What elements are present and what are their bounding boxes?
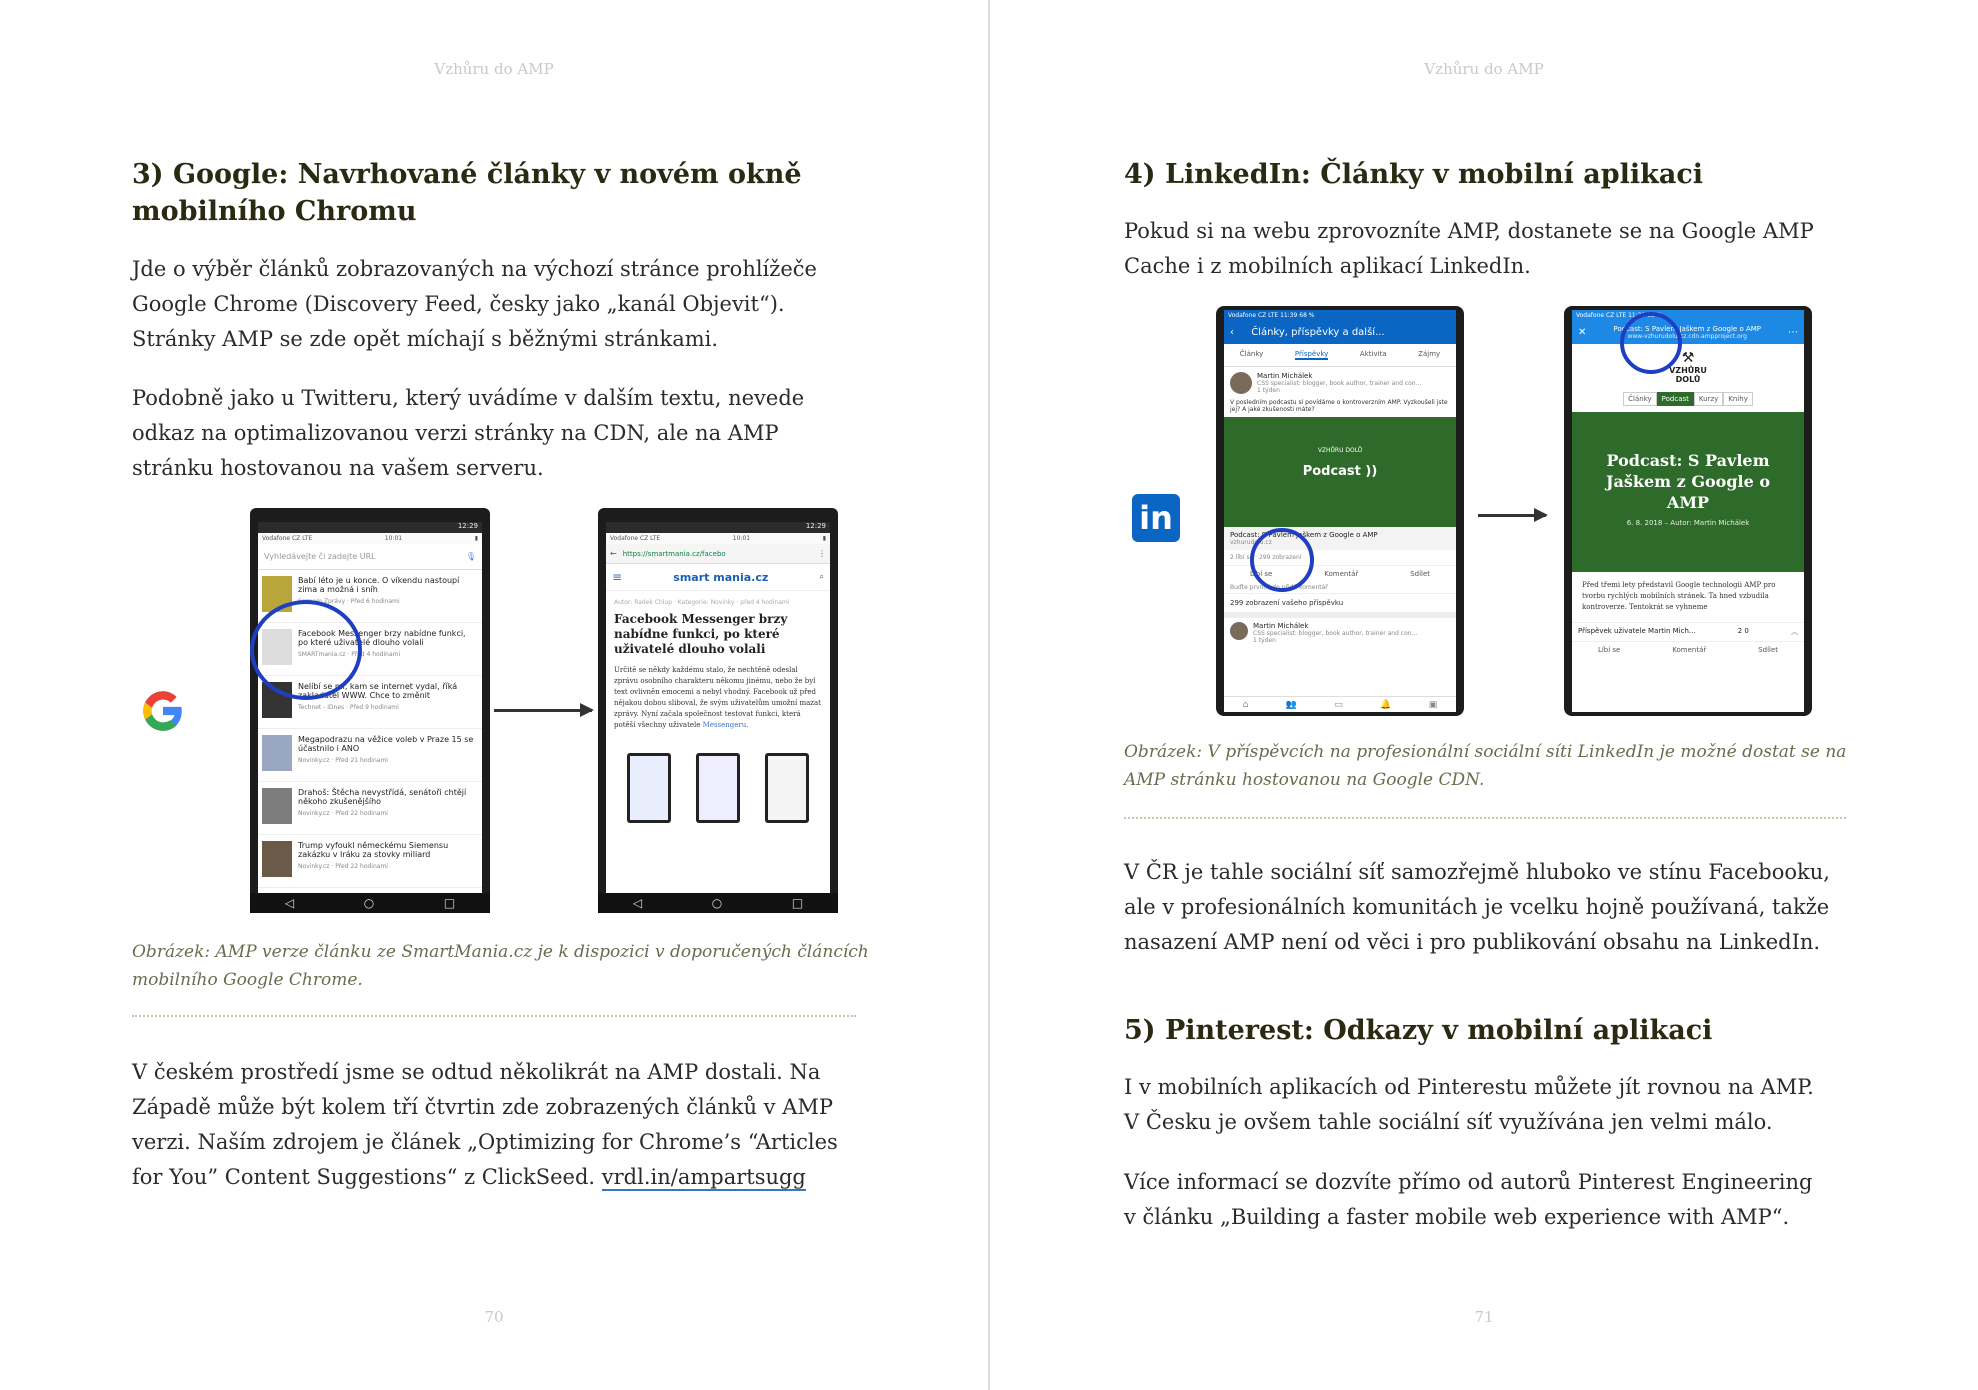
post-header bbox=[1224, 367, 1456, 399]
caption-line: Obrázek: V příspěvcích na profesionální sociální síti LinkedIn je možné dostat se na bbox=[1124, 742, 1847, 762]
article-thumbnail bbox=[262, 841, 292, 877]
text-line: Jde o výběr článků zobrazovaných na výchozí stránce prohlížeče bbox=[132, 257, 817, 281]
paragraph bbox=[132, 1055, 932, 1195]
viewer-title: Podcast: S Pavlem Jaškem z Google o AMP bbox=[1613, 325, 1762, 333]
back-arrow-icon[interactable]: ← bbox=[610, 549, 617, 558]
article-byline: Autor: Radek Chlup · Kategorie: Novinky · před 4 hodinami bbox=[614, 599, 790, 606]
text-line: Podobně jako u Twitteru, který uvádíme v dalším textu, nevede bbox=[132, 386, 805, 410]
menu-item-articles[interactable]: Články bbox=[1623, 392, 1657, 406]
caption-line: Obrázek: AMP verze článku ze SmartMania.cz je k dispozici v doporučených článcích bbox=[132, 942, 869, 962]
comment-button[interactable]: Komentář bbox=[1324, 570, 1359, 578]
back-icon[interactable]: ◁ bbox=[632, 896, 643, 910]
status-line bbox=[606, 533, 830, 544]
battery-icon: ▮ bbox=[474, 535, 478, 542]
recents-icon[interactable]: □ bbox=[443, 896, 456, 910]
search-input[interactable]: Vyhledávejte či zadejte URL bbox=[264, 552, 376, 561]
tab-activity[interactable]: Aktivita bbox=[1359, 350, 1387, 358]
viewer-url: www-vzhurudolu-cz.cdn.ampproject.org bbox=[1627, 333, 1747, 340]
back-icon[interactable]: ◁ bbox=[284, 896, 295, 910]
article-title: Trump vyfoukl německému Siemensu zakázku v Iráku za stovky miliard bbox=[298, 841, 449, 859]
menu-dots-icon[interactable]: ⋮ bbox=[818, 549, 826, 558]
brand-label: VZHŮRU DOLŮ bbox=[1317, 447, 1363, 454]
text-line: nasazení AMP není od věci i pro publikování obsahu na LinkedIn. bbox=[1124, 930, 1821, 954]
phone-screen bbox=[258, 522, 482, 893]
hammer-pick-icon: ⚒ bbox=[1681, 350, 1695, 366]
menu-item-books[interactable]: Knihy bbox=[1723, 392, 1753, 406]
list-item[interactable] bbox=[258, 782, 482, 835]
address-bar[interactable] bbox=[606, 544, 830, 564]
post-header bbox=[1224, 618, 1456, 648]
podcast-label: Podcast )) bbox=[1302, 464, 1378, 479]
author-subtitle: CSS specialist: blogger, book author, trainer and con... bbox=[1253, 630, 1418, 637]
paragraph bbox=[1124, 214, 1914, 284]
home-icon[interactable]: ○ bbox=[363, 896, 375, 910]
phone-screenshot-amp-article bbox=[598, 508, 838, 913]
link-domain: vzhurudolu.cz bbox=[1230, 539, 1272, 546]
tab-bar bbox=[1224, 344, 1456, 367]
status-bar: 12:29 bbox=[606, 522, 830, 533]
text-line: v článku „Building a faster mobile web experience with AMP“. bbox=[1124, 1205, 1790, 1229]
site-logo[interactable]: smart mania.cz bbox=[673, 570, 769, 584]
battery-icon: ▮ bbox=[822, 535, 826, 542]
running-head: Vzhůru do AMP bbox=[1424, 60, 1544, 78]
avatar[interactable] bbox=[1230, 622, 1248, 640]
highlight-circle bbox=[1620, 312, 1682, 374]
reaction-counts: 2 0 bbox=[1737, 627, 1749, 635]
google-logo-icon bbox=[138, 686, 188, 736]
home-icon[interactable]: ⌂ bbox=[1242, 699, 1249, 710]
linkedin-post-bar bbox=[1572, 622, 1804, 641]
post-time: 1 týden bbox=[1257, 387, 1280, 394]
post-author-label[interactable]: Příspěvek uživatele Martin Mich... bbox=[1578, 627, 1696, 635]
author-subtitle: CSS specialist: blogger, book author, trainer and con... bbox=[1257, 380, 1422, 387]
preview-phone bbox=[765, 753, 809, 823]
status-bar: Vodafone CZ LTE 11:39 68 % bbox=[1224, 310, 1456, 321]
phone-screen bbox=[1572, 310, 1804, 712]
microphone-icon[interactable]: 🎙 bbox=[465, 552, 476, 561]
text-line: V českém prostředí jsme se odtud několikrát na AMP dostali. Na bbox=[132, 1060, 821, 1084]
article-title: Megapodrazu na věžice voleb v Praze 15 se účastnilo i ANO bbox=[298, 735, 474, 753]
article-meta: Novinky.cz · Před 22 hodinami bbox=[298, 863, 388, 870]
clock-label: 10:01 bbox=[732, 535, 751, 542]
paragraph bbox=[1124, 855, 1924, 960]
article-meta: Novinky.cz · Před 21 hodinami bbox=[298, 757, 388, 764]
paragraph bbox=[132, 381, 912, 486]
carrier-label: Vodafone CZ LTE bbox=[262, 535, 313, 542]
link-title[interactable]: Podcast: S Pavlem Jaškem z Google o AMP bbox=[1230, 531, 1378, 539]
article-title: Facebook Messenger brzy nabídne funkci, po které uživatelé dlouho volali bbox=[298, 629, 466, 647]
clock-label: 10:01 bbox=[384, 535, 403, 542]
highlight-circle bbox=[250, 600, 362, 700]
nav-header bbox=[1224, 321, 1456, 344]
jobs-icon[interactable]: ▣ bbox=[1428, 699, 1438, 710]
section-heading-pinterest: 5) Pinterest: Odkazy v mobilní aplikaci bbox=[1124, 1015, 1713, 1046]
text-line: Západě může být kolem tří čtvrtin zde zobrazených článků v AMP bbox=[132, 1095, 834, 1119]
page-number: 71 bbox=[1474, 1308, 1494, 1326]
post-stats: 2 líbí se · 299 zobrazení bbox=[1230, 554, 1302, 561]
author-name[interactable]: Martin Michálek bbox=[1257, 372, 1313, 380]
arrow-icon bbox=[1478, 514, 1546, 517]
comment-prompt: Buďte první, kdo přidá komentář bbox=[1230, 584, 1328, 591]
status-line bbox=[258, 533, 482, 544]
search-icon[interactable]: ⌕ bbox=[819, 572, 824, 581]
site-menu bbox=[1572, 386, 1804, 412]
article-meta: Seznam Zprávy · Před 6 hodinami bbox=[298, 598, 400, 605]
text-line: ale v profesionálních komunitách je vcelku hojně používaná, takže bbox=[1124, 895, 1830, 919]
linkedin-logo-icon: in bbox=[1132, 494, 1180, 542]
brand-label[interactable]: VZHŮRU DOLŮ bbox=[1669, 366, 1707, 384]
hamburger-icon[interactable]: ≡ bbox=[612, 570, 623, 584]
article-title: Drahoš: Štěcha nevystřídá, senátoři chtějí někoho zkušenějšího bbox=[298, 788, 467, 806]
site-branding bbox=[1572, 344, 1804, 386]
phone-screen bbox=[606, 522, 830, 893]
section-heading-google bbox=[132, 156, 892, 230]
list-item[interactable] bbox=[258, 835, 482, 888]
screen-title: Články, příspěvky a další... bbox=[1251, 327, 1385, 338]
article-text bbox=[606, 661, 830, 735]
close-icon[interactable]: ✕ bbox=[1578, 327, 1587, 338]
menu-dots-icon[interactable]: ⋯ bbox=[1788, 327, 1798, 338]
article-title: Babí léto je u konce. O víkendu nastoupí zima a možná i sníh bbox=[298, 576, 460, 594]
share-button[interactable]: Sdílet bbox=[1410, 570, 1431, 578]
caption-line: mobilního Google Chrome. bbox=[132, 970, 363, 990]
text-line: for You” Content Suggestions“ z ClickSeed. bbox=[132, 1165, 602, 1189]
figure-caption bbox=[132, 938, 932, 994]
home-icon[interactable]: ○ bbox=[711, 896, 723, 910]
network-icon[interactable]: 👥 bbox=[1285, 699, 1297, 710]
article-title: Facebook Messenger brzy nabídne funkci, po které uživatelé dlouho volali bbox=[614, 612, 788, 656]
text-line: V ČR je tahle sociální síť samozřejmě hluboko ve stínu Facebooku, bbox=[1124, 860, 1830, 884]
menu-item-courses[interactable]: Kurzy bbox=[1694, 392, 1723, 406]
url-text[interactable]: https://smartmania.cz/facebo bbox=[622, 549, 726, 558]
site-header bbox=[606, 564, 830, 591]
post-text: V posledním podcastu si povídáme o kontroverzním AMP. Vyzkoušeli jste jej? A jaké zkušenosti máte? bbox=[1230, 399, 1448, 413]
preview-phone bbox=[627, 753, 671, 823]
carrier-label: Vodafone CZ LTE bbox=[610, 535, 661, 542]
back-arrow-icon[interactable]: ‹ bbox=[1230, 327, 1234, 338]
article-meta: Novinky.cz · Před 22 hodinami bbox=[298, 810, 388, 817]
text-line: Pokud si na webu zprovozníte AMP, dostanete se na Google AMP bbox=[1124, 219, 1814, 243]
tab-articles[interactable]: Články bbox=[1239, 350, 1264, 358]
article-body: Před třemi lety představil Google technologii AMP pro tvorbu rychlých mobilních stránek. Ta hned vzbudila kontroverze. Tentokrát se vyhneme bbox=[1582, 581, 1776, 611]
avatar[interactable] bbox=[1230, 372, 1252, 394]
phone-screenshot-chrome-feed bbox=[250, 508, 490, 913]
like-button[interactable]: Líbí se bbox=[1597, 646, 1621, 654]
text-line: odkaz na optimalizovanou verzi stránky na CDN, ale na AMP bbox=[132, 421, 779, 445]
post-time: 1 týden bbox=[1253, 637, 1276, 644]
dotted-divider bbox=[1124, 817, 1846, 819]
like-button[interactable]: Líbí se bbox=[1249, 570, 1273, 578]
heading-line: mobilního Chromu bbox=[132, 196, 417, 227]
notifications-icon[interactable]: 🔔 bbox=[1380, 699, 1392, 710]
right-page bbox=[990, 0, 1978, 1390]
app-tab-bar bbox=[1224, 696, 1456, 712]
paragraph bbox=[1124, 1165, 1924, 1235]
views-count[interactable]: 299 zobrazení vašeho příspěvku bbox=[1224, 593, 1456, 618]
recents-icon[interactable]: □ bbox=[791, 896, 804, 910]
paragraph bbox=[132, 252, 912, 357]
article-link[interactable]: Messengeru. bbox=[702, 721, 749, 729]
page-number: 70 bbox=[484, 1308, 504, 1326]
tab-interests[interactable]: Zájmy bbox=[1418, 350, 1441, 358]
status-bar: 12:29 bbox=[258, 522, 482, 533]
list-item[interactable] bbox=[258, 729, 482, 782]
hero-meta: 6. 8. 2018 – Autor: Martin Michálek bbox=[1626, 519, 1750, 527]
heading-line: 3) Google: Navrhované články v novém okně bbox=[132, 159, 802, 190]
post-actions bbox=[1572, 641, 1804, 658]
menu-item-podcast[interactable]: Podcast bbox=[1657, 392, 1694, 406]
article-thumbnail bbox=[262, 735, 292, 771]
article-meta: Technet - iDnes · Před 9 hodinami bbox=[298, 704, 399, 711]
dotted-divider bbox=[132, 1015, 856, 1017]
text-line: stránku hostovanou na vašem serveru. bbox=[132, 456, 544, 480]
phone-screenshot-amp-podcast bbox=[1564, 306, 1812, 716]
text-line: V Česku je ovšem tahle sociální síť využívána jen velmi málo. bbox=[1124, 1110, 1773, 1134]
left-page bbox=[0, 0, 988, 1390]
hero-banner bbox=[1572, 412, 1804, 572]
running-head: Vzhůru do AMP bbox=[434, 60, 554, 78]
author-name[interactable]: Martin Michálek bbox=[1253, 622, 1309, 630]
text-line: Google Chrome (Discovery Feed, česky jako „kanál Objevit“). bbox=[132, 292, 785, 316]
phone-screenshot-linkedin bbox=[1216, 306, 1464, 716]
caption-line: AMP stránku hostovanou na Google CDN. bbox=[1124, 770, 1485, 790]
hero-title: Podcast: S Pavlem Jaškem z Google o AMP bbox=[1605, 451, 1771, 512]
article-body: Určitě se někdy každému stalo, že nechtěně odeslal zprávu osobního charakteru někomu jinému, nebo že byl text ovlivněn emocemi a nebyl vhodný. Facebook už před nějakou dobou sliboval, že svým uživatelům umožní mazat zprávy. Nyní začala společnost testovat funkci, která potěší všechny uživatele bbox=[614, 666, 821, 729]
phone-screen bbox=[1224, 310, 1456, 712]
article-thumbnail bbox=[262, 788, 292, 824]
section-heading-linkedin: 4) LinkedIn: Články v mobilní aplikaci bbox=[1124, 159, 1704, 190]
figure-caption bbox=[1124, 738, 1924, 794]
share-button[interactable]: Sdílet bbox=[1758, 646, 1779, 654]
preview-phone bbox=[696, 753, 740, 823]
omnibox[interactable] bbox=[258, 544, 482, 570]
paragraph bbox=[1124, 1070, 1924, 1140]
chevron-up-icon[interactable]: ︿ bbox=[1791, 628, 1798, 636]
comment-button[interactable]: Komentář bbox=[1672, 646, 1707, 654]
text-line: Stránky AMP se zde opět míchají s běžnými stránkami. bbox=[132, 327, 719, 351]
arrow-icon bbox=[494, 709, 592, 712]
messaging-icon[interactable]: ▭ bbox=[1334, 699, 1343, 710]
article-meta: SMARTmania.cz · Před 4 hodinami bbox=[298, 651, 401, 658]
app-previews bbox=[606, 735, 830, 823]
text-line: I v mobilních aplikacích od Pinterestu můžete jít rovnou na AMP. bbox=[1124, 1075, 1814, 1099]
tab-posts[interactable]: Příspěvky bbox=[1294, 350, 1329, 358]
android-nav-bar bbox=[250, 893, 490, 913]
text-line: Více informací se dozvíte přímo od autorů Pinterest Engineering bbox=[1124, 1170, 1813, 1194]
post-image[interactable] bbox=[1224, 417, 1456, 527]
android-nav-bar bbox=[598, 893, 838, 913]
viewer-header bbox=[1572, 321, 1804, 344]
text-line: verzi. Naším zdrojem je článek „Optimizing for Chrome’s “Articles bbox=[132, 1130, 838, 1154]
highlight-circle bbox=[1250, 528, 1314, 592]
status-bar: Vodafone CZ LTE 11:39 68 % bbox=[1572, 310, 1804, 321]
article-title: Nelíbí se mi, kam se internet vydal, říká zakladatel WWW. Chce to změnit bbox=[298, 682, 458, 700]
source-link[interactable]: vrdl.in/ampartsugg bbox=[601, 1165, 806, 1189]
text-line: Cache i z mobilních aplikací LinkedIn. bbox=[1124, 254, 1531, 278]
